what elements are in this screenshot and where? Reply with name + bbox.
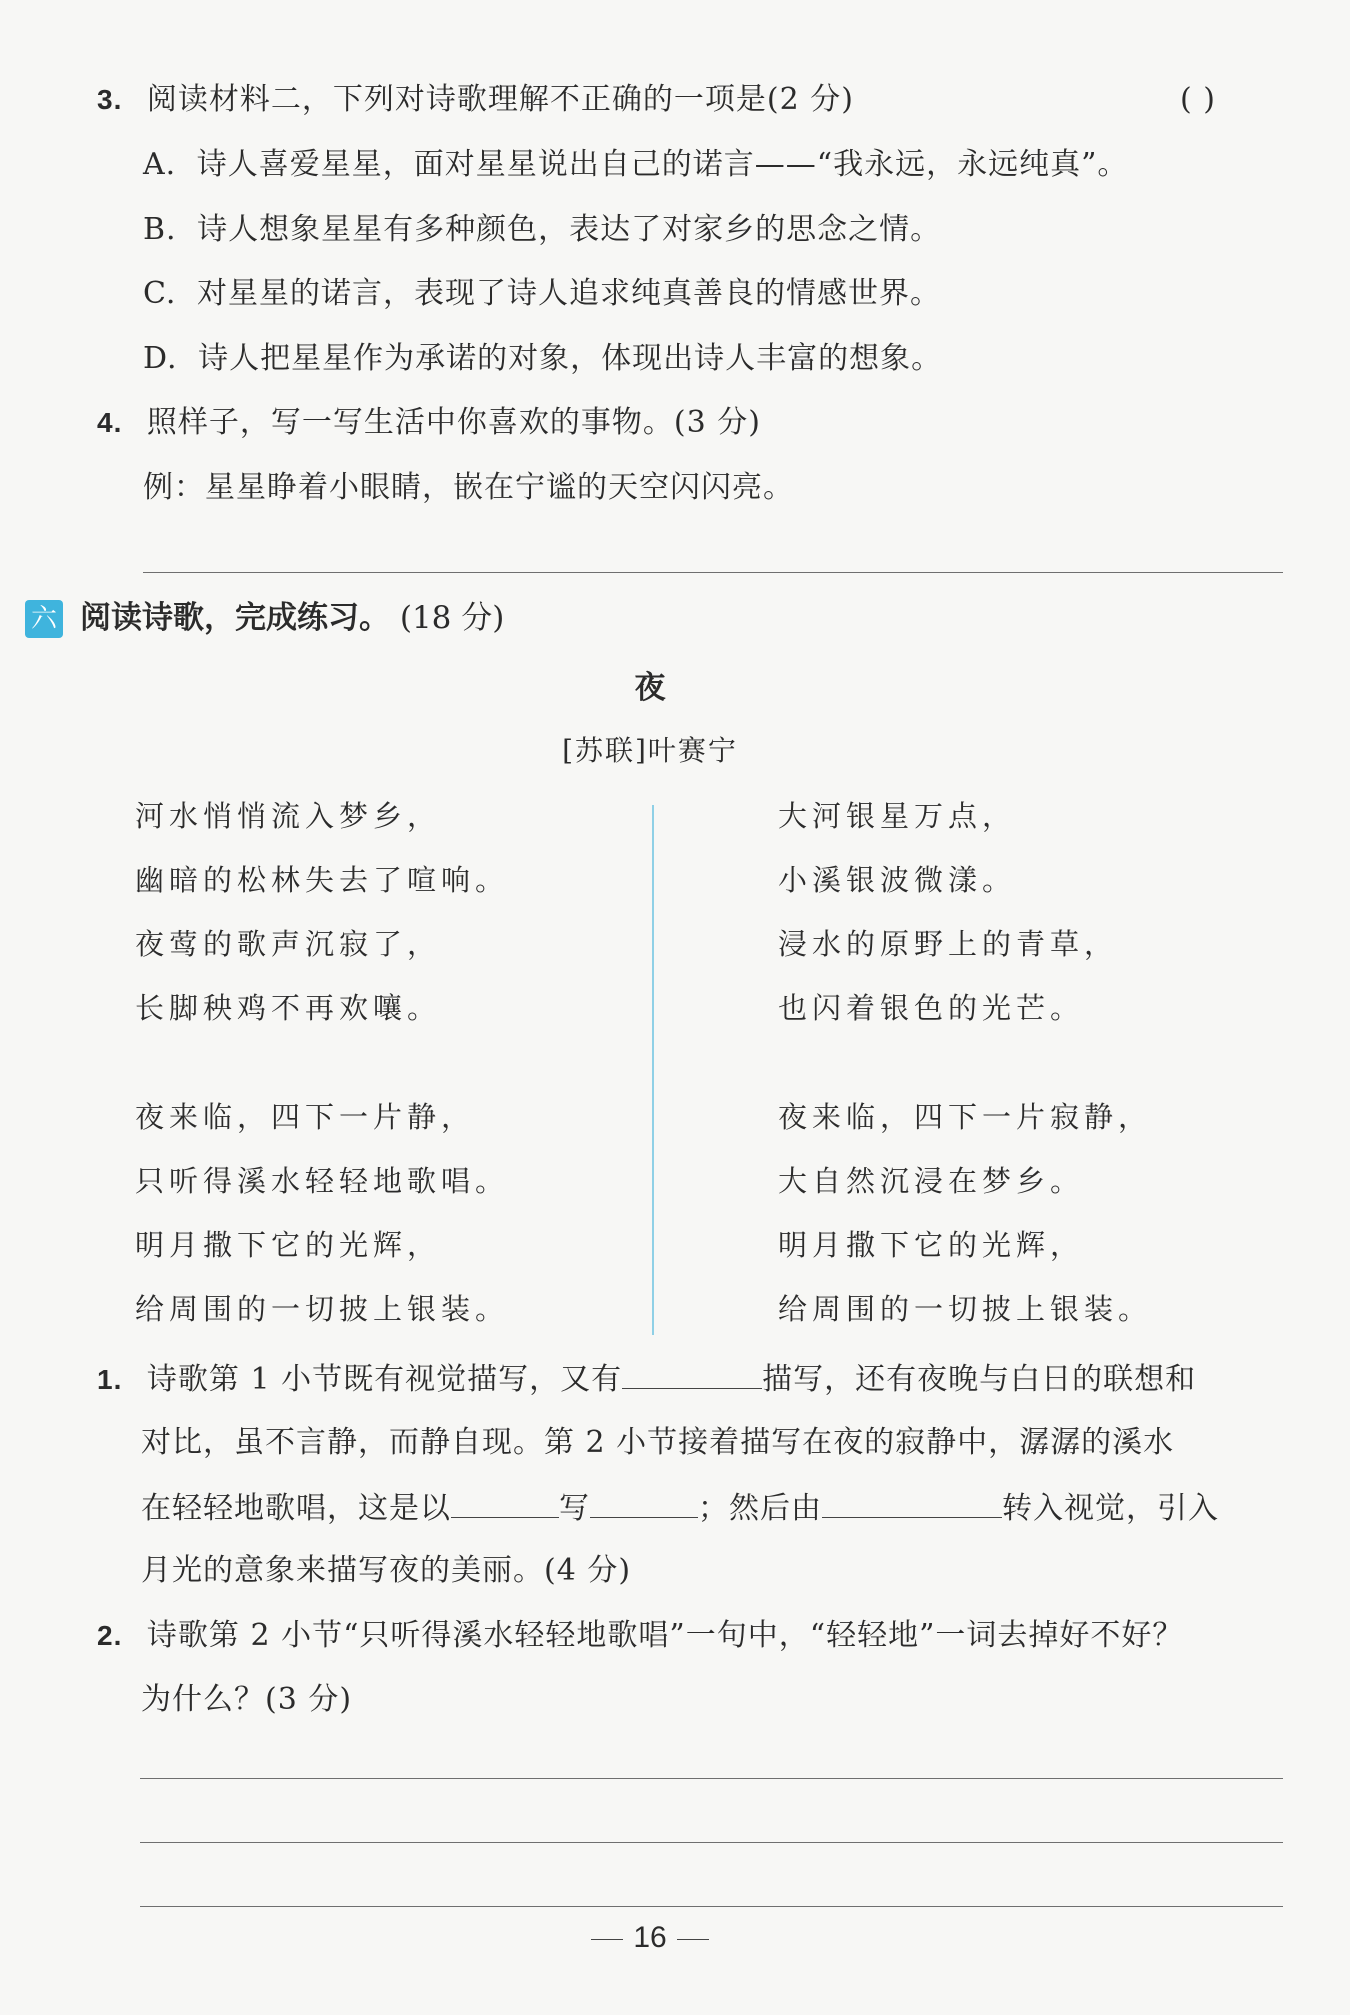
section-header (80, 598, 504, 638)
fill-blank-4[interactable] (822, 1487, 1002, 1518)
q3-option-d[interactable] (143, 339, 942, 379)
option-text: 诗人把星星作为承诺的对象，体现出诗人丰富的想象。 (198, 341, 943, 376)
poem-line: 给周围的一切披上银装。 (778, 1292, 1153, 1326)
practice-q2-line-2: 为什么？(3 分) (141, 1682, 353, 1717)
practice-q2-number: 2. (97, 1620, 123, 1651)
answer-line-1[interactable] (140, 1778, 1283, 1779)
poem-right-stanza-2 (778, 1097, 1152, 1353)
footer-dash-left (591, 1939, 623, 1940)
poem-line: 给周围的一切披上银装。 (135, 1292, 510, 1326)
poem-left-stanza-1 (135, 796, 509, 1052)
option-text: 诗人想象星星有多种颜色，表达了对家乡的思念之情。 (197, 212, 942, 247)
poem-author: [苏联]叶赛宁 (562, 734, 738, 767)
page-number: 16 (633, 1921, 667, 1954)
section-badge: 六 (25, 600, 63, 638)
fill-blank-1[interactable] (622, 1358, 762, 1389)
q4-number: 4. (97, 407, 123, 438)
option-text: 对星星的诺言，表现了诗人追求纯真善良的情感世界。 (196, 276, 941, 311)
q3-text: 阅读材料二，下列对诗歌理解不正确的一项是(2 分) (146, 82, 854, 117)
option-letter: A. (143, 147, 177, 182)
practice-q2-line-1 (97, 1616, 1183, 1656)
practice-q1-text: 诗歌第 1 小节既有视觉描写，又有 (146, 1362, 623, 1397)
answer-line-3[interactable] (140, 1906, 1283, 1907)
option-letter: C. (143, 276, 177, 311)
practice-q1-text: 在轻轻地歌唱，这是以 (141, 1491, 451, 1526)
q3-item (97, 80, 854, 120)
section-title: 阅读诗歌，完成练习。 (80, 600, 390, 636)
practice-q1-number: 1. (97, 1364, 123, 1395)
q4-example: 例：星星睁着小眼睛，嵌在宁谧的天空闪闪亮。 (143, 470, 794, 505)
practice-q1-line-1 (97, 1358, 1196, 1400)
poem-left-stanza-2 (135, 1097, 509, 1353)
practice-q1-text: 写 (559, 1491, 590, 1526)
poem-line: 明月撒下它的光辉， (778, 1228, 1085, 1262)
poem-title: 夜 (634, 670, 666, 706)
page-footer (0, 1918, 1300, 1958)
q4-answer-line[interactable] (143, 572, 1283, 573)
poem-line: 河水悄悄流入梦乡， (135, 799, 442, 833)
option-text: 诗人喜爱星星，面对星星说出自己的诺言——“我永远，永远纯真”。 (196, 147, 1129, 182)
poem-line: 小溪银波微漾。 (778, 863, 1017, 897)
poem-right-stanza-1 (778, 796, 1118, 1052)
poem-line: 浸水的原野上的青草， (778, 927, 1119, 961)
practice-q2-text: 诗歌第 2 小节“只听得溪水轻轻地歌唱”一句中，“轻轻地”一词去掉好不好？ (146, 1618, 1184, 1653)
poem-line: 夜来临，四下一片寂静， (778, 1100, 1153, 1134)
poem-line: 只听得溪水轻轻地歌唱。 (135, 1164, 510, 1198)
practice-q1-text: 转入视觉，引入 (1002, 1491, 1219, 1526)
practice-q1-line-2: 对比，虽不言静，而静自现。第 2 小节接着描写在夜的寂静中，潺潺的溪水 (141, 1425, 1175, 1460)
poem-line: 大自然沉浸在梦乡。 (778, 1164, 1085, 1198)
practice-q1-text: 描写，还有夜晚与白日的联想和 (762, 1362, 1197, 1397)
option-letter: B. (143, 212, 177, 247)
practice-q1-text: ；然后由 (698, 1491, 822, 1526)
fill-blank-3[interactable] (590, 1487, 698, 1518)
section-score: (18 分) (399, 600, 505, 636)
q4-text: 照样子，写一写生活中你喜欢的事物。(3 分) (146, 405, 761, 440)
q4-item (97, 403, 761, 443)
answer-line-2[interactable] (140, 1842, 1283, 1843)
poem-line: 大河银星万点， (778, 799, 1017, 833)
practice-q1-line-3 (141, 1487, 1219, 1529)
q3-option-a[interactable] (143, 145, 1128, 185)
option-letter: D. (143, 341, 178, 376)
q3-option-c[interactable] (143, 274, 941, 314)
poem-line: 夜来临，四下一片静， (135, 1100, 476, 1134)
poem-line: 幽暗的松林失去了喧响。 (135, 863, 510, 897)
fill-blank-2[interactable] (451, 1487, 559, 1518)
poem-line: 明月撒下它的光辉， (135, 1228, 442, 1262)
q3-number: 3. (97, 84, 123, 115)
footer-dash-right (677, 1939, 709, 1940)
poem-column-divider (652, 805, 654, 1335)
poem-line: 夜莺的歌声沉寂了， (135, 927, 442, 961)
q3-option-b[interactable] (143, 210, 941, 250)
q3-answer-bracket[interactable]: ( ) (1180, 82, 1216, 117)
practice-q1-line-4: 月光的意象来描写夜的美丽。(4 分) (141, 1553, 632, 1588)
poem-line: 也闪着银色的光芒。 (778, 991, 1085, 1025)
poem-line: 长脚秧鸡不再欢嚷。 (135, 991, 442, 1025)
